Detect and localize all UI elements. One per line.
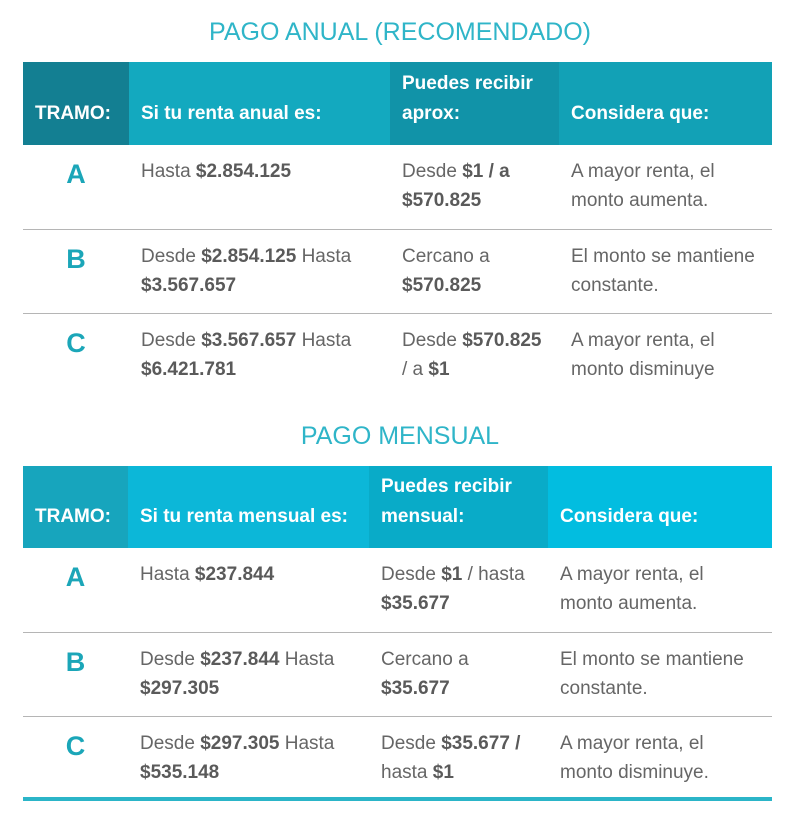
tramo-letter: A [66, 159, 86, 189]
renta-cell [128, 716, 369, 800]
label-text: Desde [381, 732, 442, 754]
label-text: Hasta [279, 648, 335, 670]
amount-text: $1 [432, 761, 454, 783]
header-recibir: Puedes recibir aprox: [390, 62, 559, 145]
table-row [23, 229, 772, 313]
label-text: / a [402, 358, 429, 380]
amount-text: $3.567.657 [201, 329, 297, 351]
tramo-letter: C [23, 313, 129, 397]
label-text: Hasta [279, 732, 335, 754]
label-text: Hasta [296, 329, 352, 351]
monthly-payment-table [23, 466, 772, 800]
label-text: Hasta [296, 245, 352, 267]
table-row [23, 632, 772, 716]
label-text: / hasta [462, 564, 525, 585]
amount-text: $3.567.657 [141, 274, 237, 296]
recibir-cell [369, 716, 548, 800]
tramo-letter: C [23, 716, 128, 800]
label-text: Hasta [140, 564, 195, 585]
tramo-letter: B [23, 229, 129, 313]
header-tramo: TRAMO: [23, 466, 128, 548]
bottom-divider [23, 797, 772, 801]
recibir-cell [390, 145, 559, 229]
renta-cell [129, 313, 390, 397]
header-considera: Considera que: [548, 466, 772, 548]
amount-text: $570.825 [462, 329, 542, 351]
annual-header-row [23, 62, 772, 145]
label-text: Desde [140, 648, 201, 670]
amount-text: $237.844 [194, 564, 275, 585]
amount-text: $6.421.781 [141, 358, 237, 380]
table-row [23, 548, 772, 632]
annual-section-title: PAGO ANUAL (RECOMENDADO) [209, 18, 591, 46]
header-considera: Considera que: [559, 62, 772, 145]
amount-text: $570.825 [402, 274, 482, 296]
label-text: Desde [402, 161, 463, 182]
amount-text: $35.677 [381, 593, 450, 614]
monthly-header-row [23, 466, 772, 548]
considera-cell: El monto se mantiene constante. [559, 229, 772, 313]
tramo-letter: A [65, 562, 86, 592]
label-text: Cercano a [381, 648, 469, 670]
recibir-cell [390, 229, 559, 313]
amount-text: $297.305 [140, 677, 220, 699]
table-row [23, 145, 772, 229]
considera-cell: A mayor renta, el monto disminuye. [548, 716, 772, 800]
table-row [23, 313, 772, 397]
label-text: hasta [381, 761, 433, 783]
amount-text: $35.677 / [441, 732, 521, 754]
header-tramo: TRAMO: [23, 62, 129, 145]
header-recibir: Puedes recibir mensual: [369, 466, 548, 548]
recibir-cell [390, 313, 559, 397]
amount-text: $237.844 [200, 648, 280, 670]
amount-text: $535.148 [140, 761, 220, 783]
header-renta: Si tu renta mensual es: [128, 466, 369, 548]
header-renta: Si tu renta anual es: [129, 62, 390, 145]
amount-text: $297.305 [200, 732, 280, 754]
renta-cell [129, 229, 390, 313]
label-text: Desde [381, 564, 442, 585]
monthly-section-title: PAGO MENSUAL [300, 422, 500, 450]
amount-text: $1 [441, 564, 463, 585]
label-text: Desde [141, 245, 202, 267]
considera-cell: A mayor renta, el monto aumenta. [571, 161, 715, 211]
label-text: Hasta [141, 161, 196, 182]
amount-text: $2.854.125 [195, 161, 292, 182]
amount-text: $1 / a $570.825 [402, 161, 510, 211]
considera-cell: A mayor renta, el monto aumenta. [560, 564, 704, 614]
annual-payment-table [23, 62, 772, 397]
considera-cell: A mayor renta, el monto disminuye [559, 313, 772, 397]
label-text: Cercano a [402, 245, 490, 267]
label-text: Desde [141, 329, 202, 351]
tramo-letter: B [23, 632, 128, 716]
table-row [23, 716, 772, 800]
label-text: Desde [140, 732, 201, 754]
renta-cell [128, 632, 369, 716]
recibir-cell [369, 632, 548, 716]
label-text: Desde [402, 329, 463, 351]
considera-cell: El monto se mantiene constante. [548, 632, 772, 716]
renta-cell [128, 548, 369, 632]
amount-text: $2.854.125 [201, 245, 297, 267]
renta-cell [129, 145, 390, 229]
amount-text: $35.677 [381, 677, 450, 699]
amount-text: $1 [428, 358, 450, 380]
recibir-cell [369, 548, 548, 632]
